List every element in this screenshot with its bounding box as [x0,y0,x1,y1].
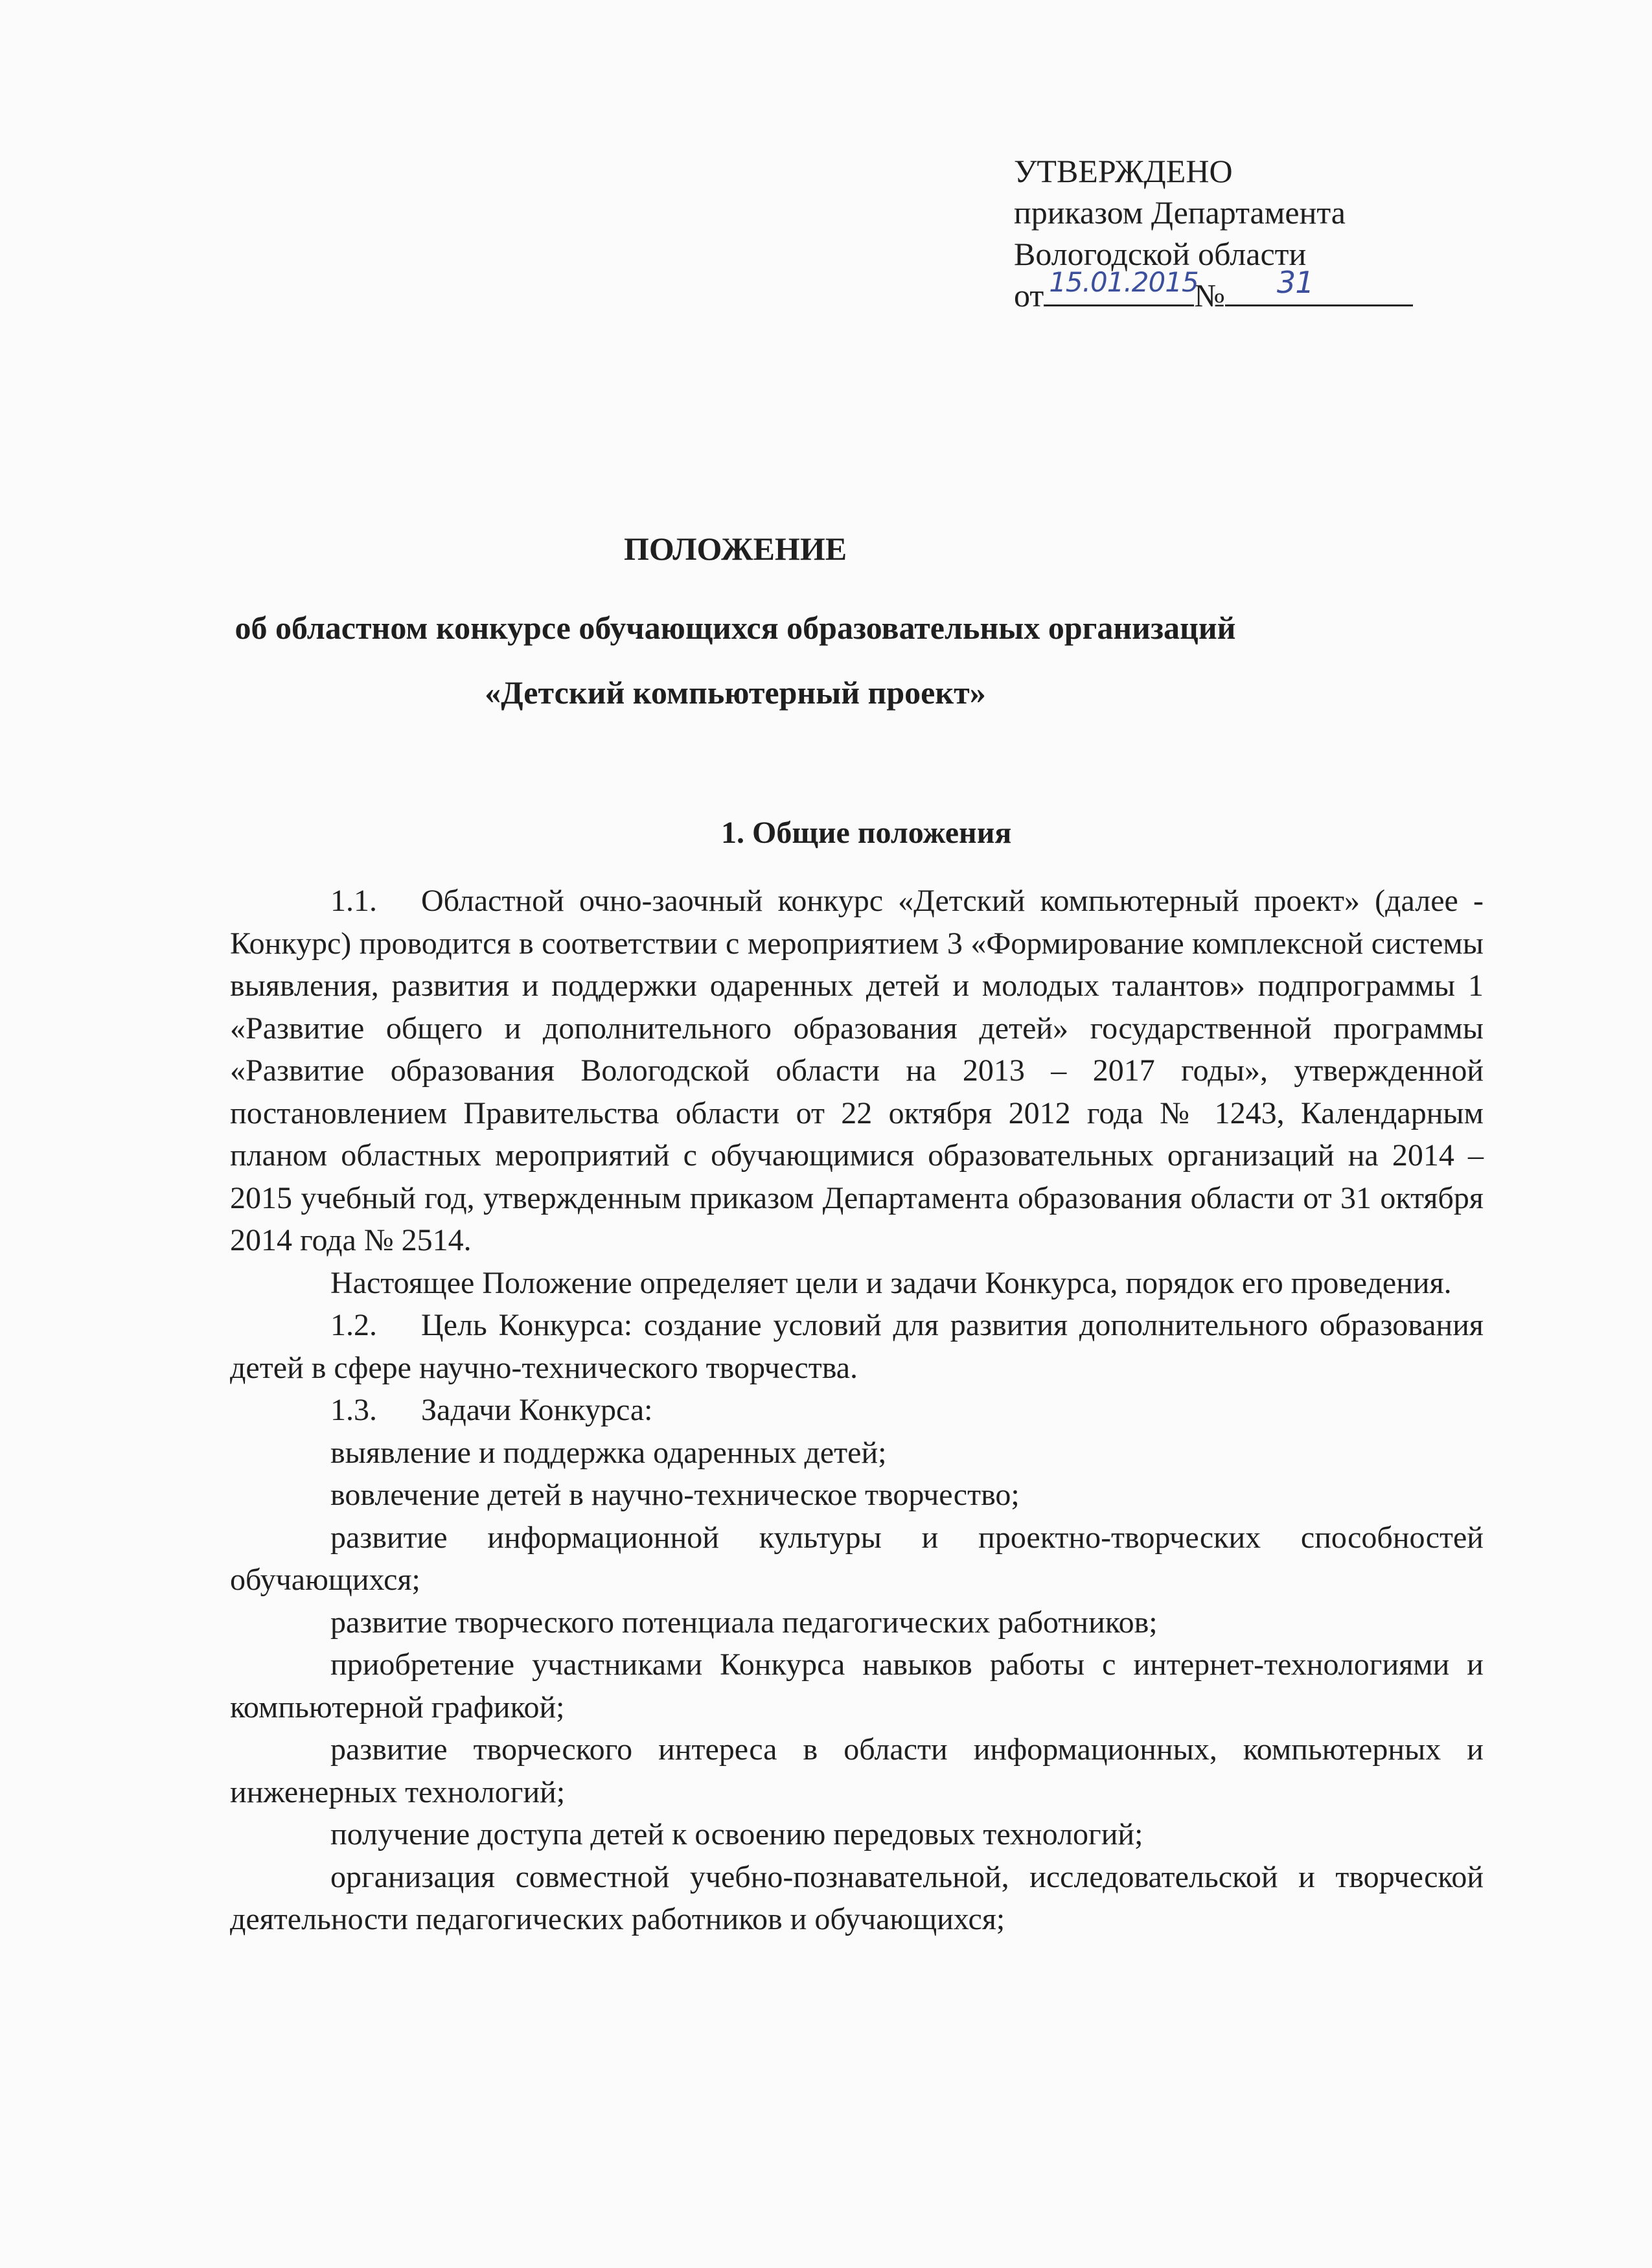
number-field [1225,265,1413,306]
from-label: от [1014,277,1044,314]
approval-order: приказом Департамента [1014,194,1346,231]
task-item: развитие творческого потенциала педагогических работников; [330,1605,1158,1640]
task-item: приобретение участниками Конкурса навыков работы с интернет-технологиями и компьютерной графикой; [230,1647,1484,1724]
task-item: организация совместной учебно-познавательной, исследовательской и творческой деятельности педагогических работников и обучающихся; [230,1859,1484,1936]
paragraph-1-2 [230,1304,1484,1389]
task-item: развитие информационной культуры и проектно-творческих способностей обучающихся; [230,1520,1484,1597]
paragraph-number: 1.2. [330,1308,377,1342]
task-item: получение доступа детей к освоению передовых технологий; [330,1817,1143,1851]
paragraph-number: 1.1. [330,884,377,918]
task-item: выявление и поддержка одаренных детей; [330,1435,887,1470]
paragraph-1-3 [230,1389,1484,1432]
date-field [1044,266,1199,306]
paragraph-number: 1.3. [330,1393,377,1427]
paragraph-text: Задачи Конкурса: [421,1393,653,1427]
approval-date-row [1014,265,1413,316]
task-item: вовлечение детей в научно-техническое творчество; [330,1478,1020,1512]
approval-block [1014,150,1413,316]
number-sign: № [1194,277,1225,314]
contest-name: «Детский компьютерный проект» [485,674,986,711]
paragraph-1-1 [230,880,1484,1262]
approval-region: Вологодской области [1014,236,1307,272]
section-heading: 1. Общие положения [721,816,1012,850]
document-body [230,880,1484,1941]
paragraph-text: Областной очно-заочный конкурс «Детский компьютерный проект» (далее - Конкурс) проводится в соответствии с мероприятием 3 «Формирование комплексной системы выявления, развития и поддержки одаренных детей и молодых талантов» подпрограммы 1 «Развитие общего и дополнительного образования детей» государственной программы «Развитие образования Вологодской области на 2013 – 2017 годы», утвержденной постановлением Правительства области от 22 октября 2012 года № 1243, Календарным планом областных мероприятий с обучающимися образовательных организаций на 2014 – 2015 учебный год, утвержденным приказом Департамента образования области от 31 октября 2014 года № 2514. [230,884,1484,1257]
paragraph-text: Цель Конкурса: создание условий для развития дополнительного образования детей в сфере научно-технического творчества. [230,1308,1484,1385]
handwritten-date: 15.01.2015 [1049,266,1199,298]
approval-heading: УТВЕРЖДЕНО [1014,153,1233,189]
document-subtitle: об областном конкурсе обучающихся образовательных организаций [235,610,1236,646]
document-title: ПОЛОЖЕНИЕ [623,531,847,567]
task-item: развитие творческого интереса в области информационных, компьютерных и инженерных технологий; [230,1732,1484,1809]
paragraph-intro: Настоящее Положение определяет цели и задачи Конкурса, порядок его проведения. [330,1265,1452,1300]
handwritten-number: 31 [1276,265,1314,300]
